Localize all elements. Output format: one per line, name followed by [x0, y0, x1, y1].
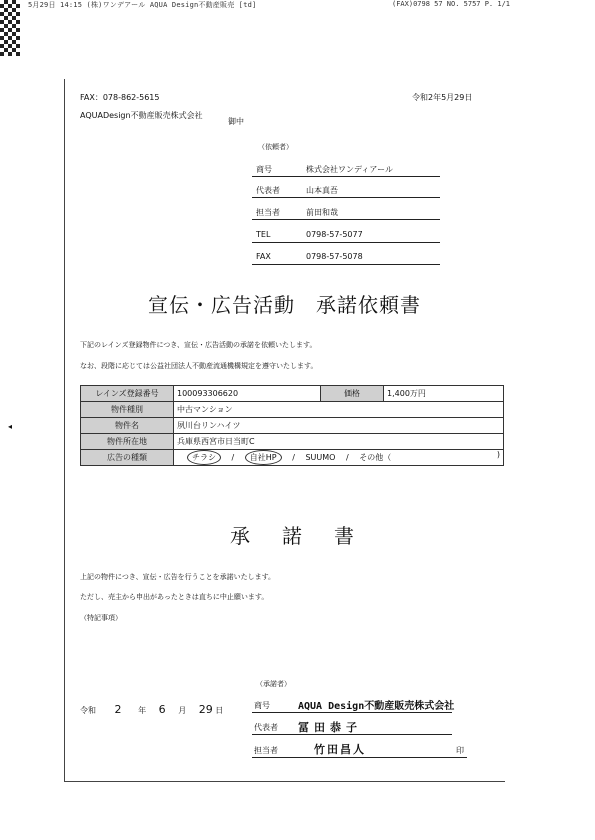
media-option: その他（ — [359, 453, 392, 462]
table-row — [81, 434, 504, 450]
punch-mark: ◂ — [8, 422, 13, 431]
requester-row — [252, 164, 440, 177]
table-row — [81, 450, 504, 466]
approver-representative: 冨田恭子 — [298, 721, 362, 734]
requester-row — [252, 207, 440, 220]
fax-header-left: 5月29日 14:15 (株)ワンデアール AQUA Design不動産販売 [td] — [28, 1, 257, 9]
requester-row — [252, 185, 440, 198]
media-close-paren: ) — [496, 450, 500, 459]
requester-value: 0798-57-5077 — [306, 230, 363, 239]
property-table — [80, 385, 504, 466]
requester-label: 担当者 — [256, 208, 280, 217]
requester-value: 山本真吾 — [306, 186, 338, 195]
approver-trade-name: AQUA Design不動産販売株式会社 — [298, 701, 455, 712]
sender-company: AQUADesign不動産販売株式会社 — [80, 111, 203, 120]
date-month-unit: 月 — [178, 706, 187, 715]
table-row — [81, 418, 504, 434]
reins-label: レインズ登録番号 — [81, 386, 174, 402]
consent-title: 承諾書 — [230, 524, 386, 548]
approver-label: 商号 — [254, 701, 270, 710]
sender-fax: FAX：078-862-5615 — [80, 93, 160, 102]
special-notes-heading: （特記事項） — [80, 614, 122, 622]
address-value: 兵庫県西宮市日当町C — [174, 434, 504, 450]
approver-heading: （承諾者） — [256, 680, 291, 688]
approver-row — [252, 722, 452, 735]
media-option-circled: 自社HP — [245, 450, 282, 465]
intro-line: なお、段階に応じては公益社団法人不動産流通機構規定を遵守いたします。 — [80, 362, 318, 370]
approver-person: 竹田昌人 — [314, 743, 366, 756]
price-label: 価格 — [321, 386, 384, 402]
type-value: 中古マンション — [174, 402, 504, 418]
approver-row — [252, 745, 467, 758]
document-date: 令和2年5月29日 — [412, 93, 473, 102]
approver-row — [252, 700, 455, 713]
approver-label: 代表者 — [254, 723, 278, 732]
price-value: 1,400万円 — [384, 386, 504, 402]
document-title: 宣伝・広告活動 承諾依頼書 — [148, 293, 421, 317]
intro-line: 下記のレインズ登録物件につき、宣伝・広告活動の承諾を依頼いたします。 — [80, 341, 317, 349]
name-label: 物件名 — [81, 418, 174, 434]
table-row — [81, 402, 504, 418]
requester-value: 株式会社ワンディアール — [306, 165, 393, 174]
sender-honorific: 御中 — [228, 117, 244, 126]
date-month: 6 — [158, 703, 166, 716]
media-option: SUUMO — [305, 453, 336, 462]
address-label: 物件所在地 — [81, 434, 174, 450]
fax-header-right: (FAX)0798 57 NO. 5757 P. 1/1 — [392, 0, 511, 8]
requester-row — [252, 252, 440, 265]
consent-line: ただし、売主から申出があったときは直ちに中止願います。 — [80, 593, 269, 601]
requester-label: TEL — [256, 230, 271, 239]
reins-value: 100093306620 — [174, 386, 321, 402]
requester-label: FAX — [256, 252, 271, 261]
requester-heading: （依頼者） — [258, 143, 293, 151]
date-day: 29 — [198, 703, 213, 716]
date-prefix: 令和 — [80, 706, 96, 715]
requester-label: 代表者 — [256, 186, 280, 195]
name-value: 夙川台リンハイツ — [174, 418, 504, 434]
media-cell: チラシ / 自社HP / SUUMO / その他（ ) — [174, 450, 504, 466]
date-year: 2 — [114, 703, 122, 716]
seal-mark: 印 — [456, 746, 464, 755]
date-year-unit: 年 — [138, 706, 147, 715]
media-option-circled: チラシ — [187, 450, 221, 465]
signature-date — [80, 703, 223, 716]
requester-label: 商号 — [256, 165, 272, 174]
requester-row — [252, 230, 440, 243]
consent-line: 上記の物件につき、宣伝・広告を行うことを承諾いたします。 — [80, 573, 276, 581]
approver-label: 担当者 — [254, 746, 278, 755]
table-row — [81, 386, 504, 402]
fax-registration-mark — [0, 0, 20, 56]
requester-value: 前田和哉 — [306, 208, 338, 217]
requester-value: 0798-57-5078 — [306, 252, 363, 261]
date-day-unit: 日 — [215, 706, 224, 715]
type-label: 物件種別 — [81, 402, 174, 418]
media-label: 広告の種類 — [81, 450, 174, 466]
